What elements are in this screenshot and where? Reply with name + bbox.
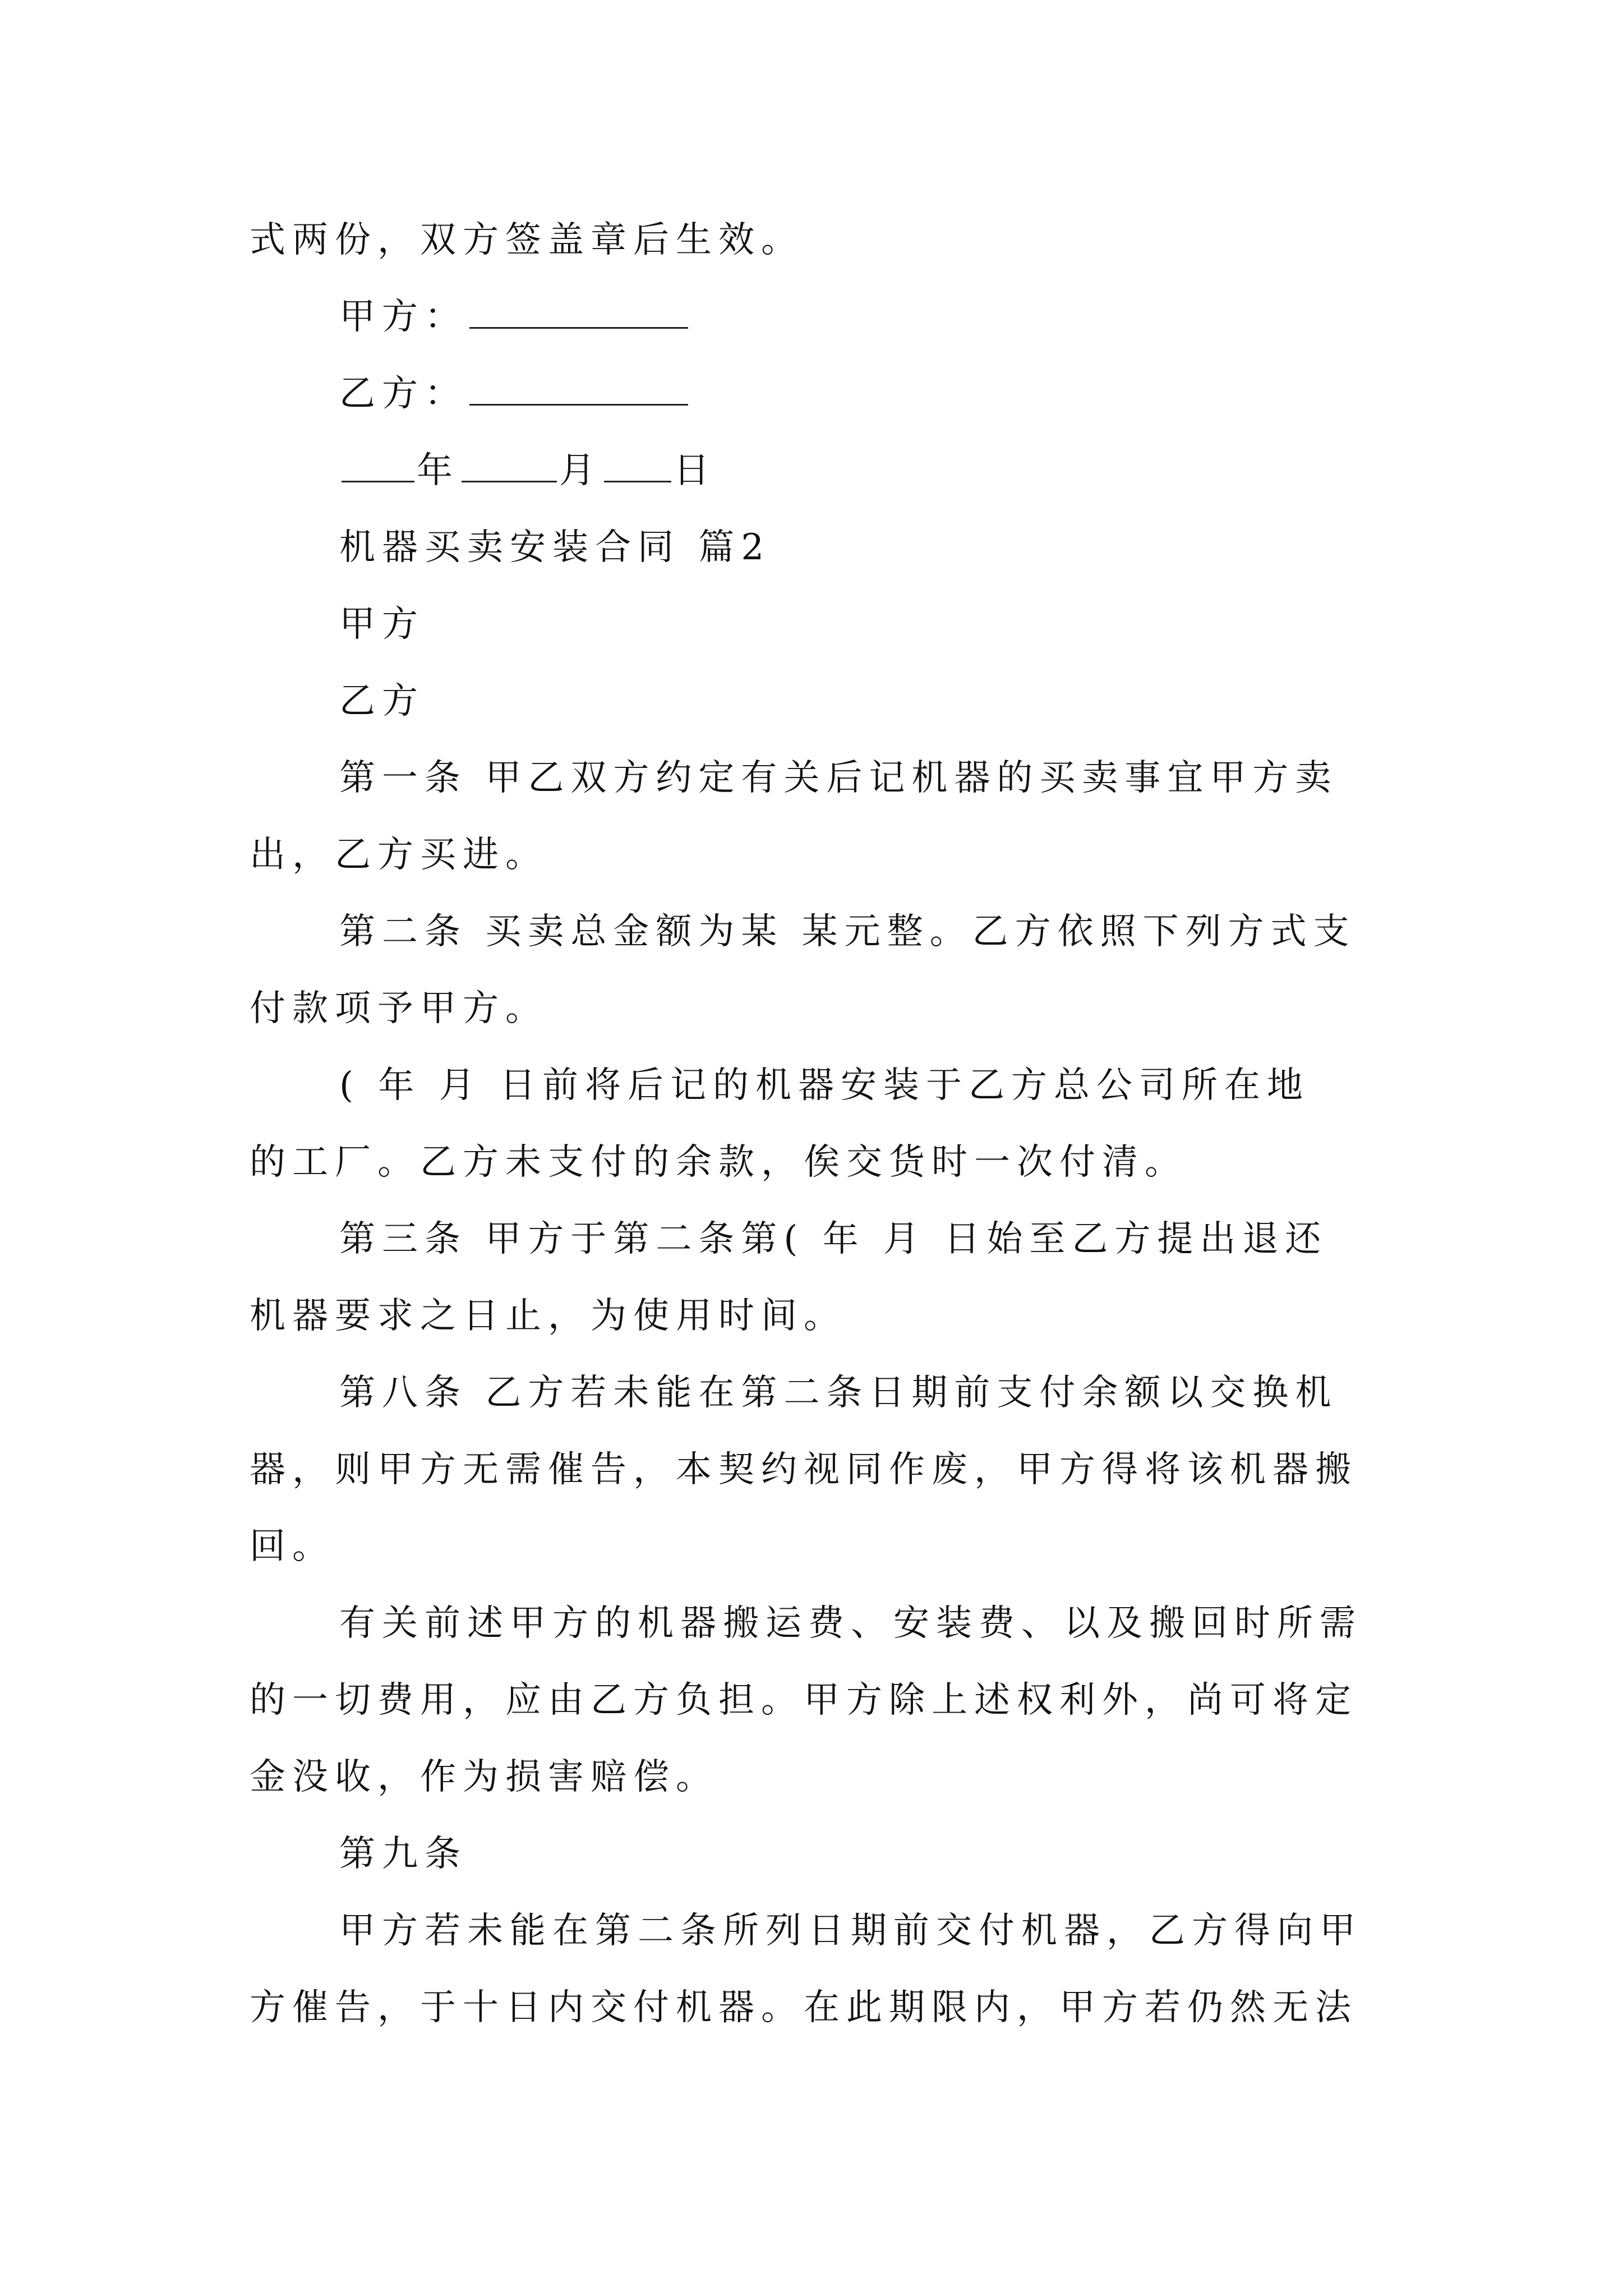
text-line: 方催告，于十日内交付机器。在此期限内，甲方若仍然无法 (250, 1987, 1358, 2028)
day-label: 日 (674, 450, 716, 491)
party-a-signature-blank (469, 293, 688, 329)
text-line: 的一切费用，应由乙方负担。甲方除上述权利外，尚可将定 (250, 1680, 1358, 1721)
text-line: ( 年 月 日前将后记的机器安装于乙方总公司所在地 (339, 1065, 1310, 1106)
party-b-heading: 乙方 (339, 680, 425, 722)
section-title: 机器买卖安装合同 篇2 (339, 527, 771, 568)
party-b-signature-blank (469, 370, 688, 406)
text-line: 付款项予甲方。 (250, 988, 548, 1029)
date-line (250, 432, 1388, 509)
text-line: 第八条 乙方若未能在第二条日期前支付余额以交换机 (339, 1372, 1338, 1414)
party-b-signature-line (250, 356, 1388, 432)
day-blank (604, 447, 671, 482)
text-line: 第三条 甲方于第二条第( 年 月 日始至乙方提出退还 (339, 1218, 1328, 1260)
year-label: 年 (417, 450, 459, 491)
text-line: 金没收，作为损害赔偿。 (250, 1756, 718, 1798)
text-line: 出，乙方买进。 (250, 834, 548, 876)
text-line: 第二条 买卖总金额为某 某元整。乙方依照下列方式支 (339, 911, 1356, 953)
party-b-label: 乙方： (339, 373, 467, 415)
month-label: 月 (559, 450, 602, 491)
document-page (250, 202, 1388, 2046)
text-line: 甲方若未能在第二条所列日期前交付机器，乙方得向甲 (339, 1910, 1362, 1952)
text-line: 的工厂。乙方未支付的余款，俟交货时一次付清。 (250, 1142, 1187, 1183)
text-line: 有关前述甲方的机器搬运费、安装费、以及搬回时所需 (339, 1603, 1362, 1644)
article-heading: 第九条 (339, 1833, 467, 1875)
year-blank (342, 447, 414, 482)
text-line: 回。 (250, 1526, 335, 1567)
text-line: 第一条 甲乙双方约定有关后记机器的买卖事宜甲方卖 (339, 757, 1338, 799)
text-line: 器，则甲方无需催告，本契约视同作废，甲方得将该机器搬 (250, 1449, 1358, 1490)
party-a-heading: 甲方 (339, 604, 425, 645)
party-a-signature-line (250, 279, 1388, 356)
month-blank (462, 447, 557, 482)
party-a-label: 甲方： (339, 296, 467, 338)
text-line: 式两份，双方签盖章后生效。 (250, 219, 804, 261)
text-line: 机器要求之日止，为使用时间。 (250, 1295, 846, 1337)
